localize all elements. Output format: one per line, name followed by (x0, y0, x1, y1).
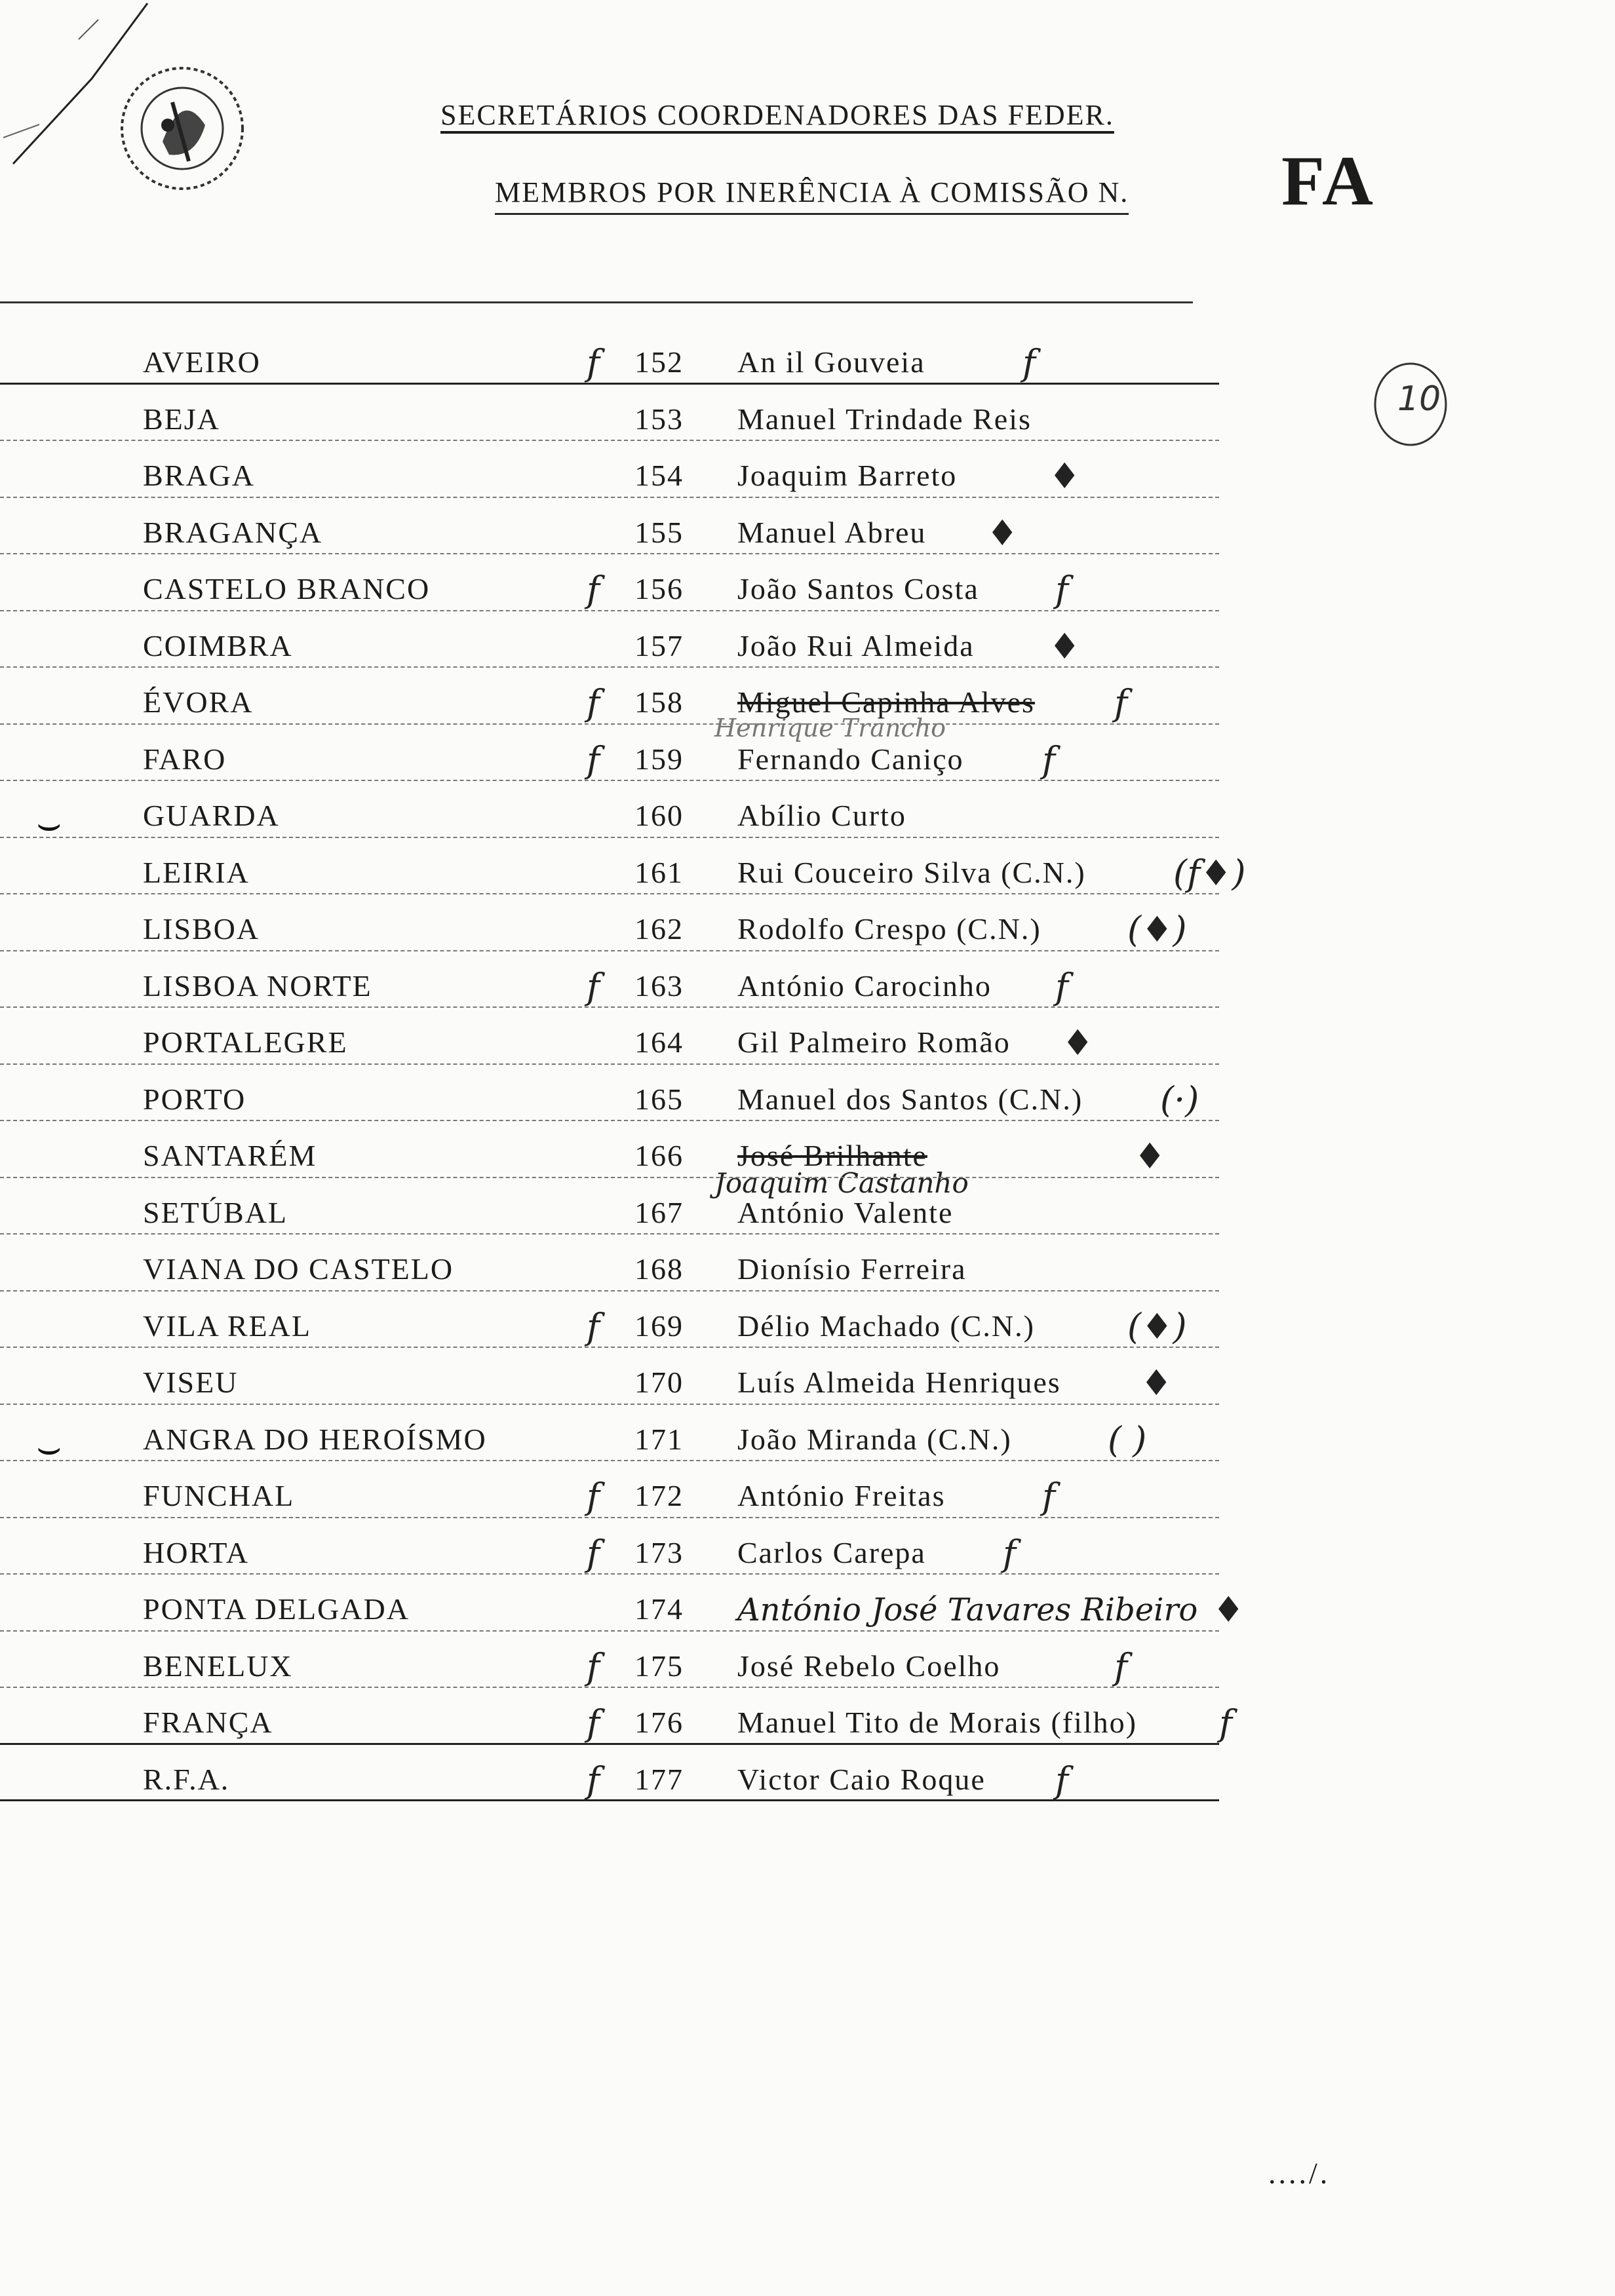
handwritten-mark-post: f (1042, 738, 1055, 780)
member-number: 171 (634, 1422, 684, 1456)
member-number: 166 (634, 1139, 684, 1172)
member-number: 172 (634, 1479, 684, 1512)
top-rule (0, 301, 1193, 303)
district-name: BRAGANÇA (143, 515, 323, 549)
member-number: 164 (634, 1025, 684, 1059)
district-name: BEJA (143, 402, 220, 436)
handwritten-mark-post: f (1114, 1645, 1127, 1687)
handwritten-replacement-name: Henrique Trancho (714, 714, 946, 742)
member-number: 169 (634, 1309, 684, 1343)
table-row (0, 951, 1245, 1008)
handwritten-mark-post: ♦ (1049, 455, 1081, 497)
district-name: FRANÇA (143, 1706, 273, 1739)
member-number: 162 (634, 912, 684, 946)
handwritten-mark-post: ♦ (1062, 1022, 1094, 1063)
members-table (0, 328, 1245, 1801)
table-row (0, 385, 1245, 442)
member-name: Abílio Curto (737, 799, 906, 832)
table-row (0, 554, 1245, 611)
handwritten-mark-post: (·) (1160, 1079, 1199, 1120)
handwritten-mark-pre: f (587, 682, 600, 723)
member-number: 153 (634, 402, 684, 436)
member-number: 163 (634, 968, 684, 1003)
table-row (0, 1121, 1245, 1199)
member-number: 175 (634, 1649, 684, 1683)
member-name: António José Tavares Ribeiro (737, 1592, 1198, 1628)
member-name: Miguel Capinha Alves (737, 685, 1035, 719)
district-name: COIMBRA (143, 628, 293, 662)
member-name: Dionísio Ferreira (737, 1252, 967, 1286)
member-name: Manuel Abreu (737, 515, 927, 549)
member-name: Victor Caio Roque (737, 1762, 986, 1796)
circled-page-number (1370, 357, 1455, 455)
district-name: R.F.A. (143, 1762, 230, 1796)
district-name: ANGRA DO HEROÍSMO (143, 1422, 487, 1456)
member-number: 173 (634, 1535, 684, 1569)
handwritten-mark-post: f (1219, 1702, 1232, 1744)
document-title: SECRETÁRIOS COORDENADORES DAS FEDER. (440, 99, 1114, 131)
district-name: ÉVORA (143, 685, 254, 719)
member-name: António Carocinho (737, 968, 992, 1003)
handwritten-mark-post: (f♦) (1173, 852, 1246, 894)
district-name: VIANA DO CASTELO (143, 1252, 454, 1286)
member-name: José Brilhante (737, 1139, 927, 1172)
member-number: 159 (634, 742, 684, 776)
member-number: 155 (634, 515, 684, 549)
member-number: 161 (634, 855, 684, 889)
handwritten-mark-pre: f (587, 1645, 600, 1687)
table-row (0, 894, 1245, 951)
district-name: BENELUX (143, 1649, 293, 1683)
member-number: 168 (634, 1252, 684, 1286)
member-number: 160 (634, 799, 684, 832)
district-name: LISBOA NORTE (143, 968, 372, 1003)
member-name: An il Gouveia (737, 345, 925, 379)
handwritten-mark-post: f (1003, 1532, 1016, 1574)
handwritten-mark-pre: f (587, 569, 600, 610)
table-row (0, 1178, 1245, 1235)
table-row (0, 781, 1245, 847)
handwritten-mark-post: ♦ (986, 512, 1019, 554)
district-name: BRAGA (143, 459, 256, 492)
district-name: PORTO (143, 1082, 246, 1116)
handwritten-mark-post: f (1114, 682, 1127, 723)
handwritten-mark-pre: f (587, 1476, 600, 1517)
table-row (0, 1575, 1245, 1632)
handwritten-mark-pre: f (587, 965, 600, 1007)
handwritten-mark-post: ♦ (1049, 625, 1081, 667)
district-name: VISEU (143, 1366, 239, 1399)
member-name: Fernando Caniço (737, 742, 964, 776)
member-number: 177 (634, 1762, 684, 1796)
table-row (0, 328, 1245, 385)
member-name: João Santos Costa (737, 572, 979, 605)
member-number: 157 (634, 628, 684, 662)
table-row (0, 725, 1245, 782)
table-row (0, 1688, 1245, 1745)
member-number: 170 (634, 1366, 684, 1399)
member-number: 174 (634, 1592, 684, 1626)
member-name: António Freitas (737, 1479, 946, 1512)
table-row (0, 1234, 1245, 1292)
table-row (0, 1008, 1245, 1065)
member-number: 158 (634, 685, 684, 719)
handwritten-mark-post: f (1055, 569, 1068, 610)
member-name: João Rui Almeida (737, 628, 975, 662)
member-name: Luís Almeida Henriques (737, 1366, 1061, 1399)
member-number: 165 (634, 1082, 684, 1116)
handwritten-mark-post: f (1055, 965, 1068, 1007)
member-number: 154 (634, 459, 684, 492)
member-number: 152 (634, 345, 684, 379)
district-name: SETÚBAL (143, 1195, 288, 1229)
member-name: Délio Machado (C.N.) (737, 1309, 1035, 1343)
district-name: LISBOA (143, 912, 260, 946)
title-suffix: FA (1281, 142, 1376, 220)
district-name: PORTALEGRE (143, 1025, 348, 1059)
table-row (0, 1745, 1245, 1802)
table-row (0, 668, 1245, 742)
table-row (0, 1632, 1245, 1689)
handwritten-mark-post: f (1042, 1476, 1055, 1517)
member-name: Manuel Trindade Reis (737, 402, 1032, 436)
table-row (0, 611, 1245, 668)
handwritten-mark-post: (♦) (1127, 909, 1187, 950)
organization-stamp (117, 63, 248, 194)
member-name: José Rebelo Coelho (737, 1649, 1001, 1683)
district-name: GUARDA (143, 799, 280, 832)
member-name: João Miranda (C.N.) (737, 1422, 1012, 1456)
table-row (0, 838, 1245, 895)
member-name: António Valente (737, 1195, 954, 1229)
district-name: LEIRIA (143, 855, 250, 889)
district-name: SANTARÉM (143, 1139, 317, 1172)
handwritten-mark-pre: f (587, 1702, 600, 1744)
handwritten-mark-post: ♦ (1213, 1589, 1245, 1630)
handwritten-mark-post: ♦ (1134, 1136, 1166, 1177)
handwritten-mark-pre: f (587, 738, 600, 780)
member-number: 156 (634, 572, 684, 605)
member-name: Rodolfo Crespo (C.N.) (737, 912, 1041, 946)
member-name: Rui Couceiro Silva (C.N.) (737, 855, 1086, 889)
table-row (0, 498, 1245, 555)
member-name: Manuel Tito de Morais (filho) (737, 1706, 1137, 1739)
handwritten-replacement-name: Joaquim Castanho (714, 1167, 969, 1199)
member-number: 167 (634, 1195, 684, 1229)
district-name: CASTELO BRANCO (143, 572, 431, 605)
table-row (0, 1461, 1245, 1518)
table-row (0, 1405, 1245, 1470)
table-row (0, 441, 1245, 498)
handwritten-mark-post: ♦ (1140, 1362, 1173, 1404)
handwritten-mark-post: ( ) (1108, 1419, 1147, 1461)
handwritten-mark-post: f (1055, 1759, 1068, 1801)
handwritten-mark-post: f (1022, 342, 1036, 383)
member-name: Manuel dos Santos (C.N.) (737, 1082, 1083, 1116)
handwritten-mark-pre: f (587, 1759, 600, 1801)
tick-mark-icon: ⌣ (36, 801, 62, 847)
district-name: AVEIRO (143, 345, 261, 379)
handwritten-mark-pre: f (587, 342, 600, 383)
member-name: Joaquim Barreto (737, 459, 958, 492)
district-name: HORTA (143, 1535, 249, 1569)
document-subtitle: MEMBROS POR INERÊNCIA À COMISSÃO N. (495, 176, 1129, 215)
table-row (0, 1065, 1245, 1122)
district-name: FARO (143, 742, 227, 776)
handwritten-mark-post: (♦) (1127, 1305, 1187, 1347)
member-name: Carlos Carepa (737, 1535, 926, 1569)
continuation-mark: ..../. (1268, 2156, 1331, 2190)
tick-mark-icon: ⌣ (36, 1424, 62, 1470)
handwritten-mark-pre: f (587, 1532, 600, 1574)
district-name: PONTA DELGADA (143, 1592, 410, 1626)
table-row (0, 1518, 1245, 1575)
handwritten-mark-pre: f (587, 1305, 600, 1347)
circled-number-text: 10 (1397, 379, 1441, 419)
district-name: FUNCHAL (143, 1479, 295, 1512)
member-number: 176 (634, 1706, 684, 1739)
table-row (0, 1292, 1245, 1349)
table-row (0, 1348, 1245, 1405)
member-name: Gil Palmeiro Romão (737, 1025, 1011, 1059)
district-name: VILA REAL (143, 1309, 311, 1343)
